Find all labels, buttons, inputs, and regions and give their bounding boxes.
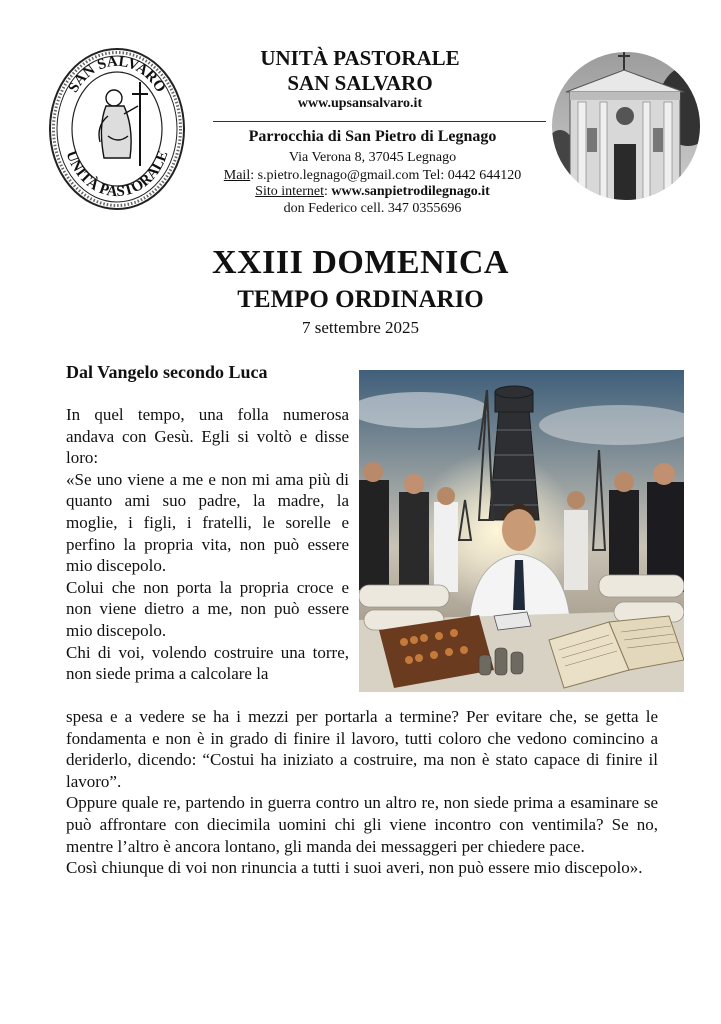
gospel-paragraph: Oppure quale re, partendo in guerra contro un altro re, non siede prima a esaminare se può affrontare con diecimila uomini chi gli viene incontro con ventimila? Se no, mentre l’altro è ancora lontano, gli manda dei messaggeri per chiedere pace.	[66, 793, 658, 856]
gospel-paragraph: «Se uno viene a me e non mi ama più di quanto ami suo padre, la madre, la moglie, i figli, i fratelli, le sorelle e perfino la propria vita, non può essere mio discepolo.	[66, 469, 349, 576]
gospel-paragraph: spesa e a vedere se ha i mezzi per portarla a termine? Per evitare che, se getta le fondamenta e non è in grado di finire il lavoro, tutti coloro che vedono comincino a deriderlo, dicendo: “Costui ha iniziato a costruire, ma non è stato capace di finire il lavoro”.	[66, 707, 658, 791]
date: 7 settembre 2025	[301, 318, 420, 337]
parish-name: Parrocchia di San Pietro di Legnago	[248, 128, 497, 145]
header-divider	[213, 121, 546, 122]
tower-builder-illustration	[359, 370, 684, 692]
gospel-heading: Dal Vangelo secondo Luca	[66, 362, 268, 382]
gospel-paragraph: Colui che non porta la propria croce e non viene dietro a me, non può essere mio discepolo.	[66, 577, 349, 640]
header-title-line1: UNITÀ PASTORALE	[260, 46, 460, 70]
mail-value: : s.pietro.legnago@gmail.com Tel: 0442 644120	[250, 168, 522, 183]
gospel-paragraph: In quel tempo, una folla numerosa andava con Gesù. Egli si voltò e disse loro:	[66, 405, 349, 468]
gospel-paragraph: Chi di voi, volendo costruire una torre, non siede prima a calcolare la	[66, 642, 349, 684]
gospel-text-column	[66, 404, 349, 685]
site-value: www.sanpietrodilegnago.it	[331, 184, 490, 199]
site-label: Sito internet	[255, 184, 324, 199]
main-title: XXIII DOMENICA	[212, 244, 509, 281]
seal-center-text: UNITÀ PASTORALE	[62, 148, 172, 201]
seal-ring-text: SAN SALVARO	[65, 53, 169, 96]
church-photo	[548, 46, 703, 200]
header-title-line2: SAN SALVARO	[287, 71, 433, 95]
header-website: www.upsansalvaro.it	[297, 96, 423, 111]
gospel-paragraph: Così chiunque di voi non rinuncia a tutti i suoi averi, non può essere mio discepolo».	[66, 858, 643, 878]
sub-title: TEMPO ORDINARIO	[237, 286, 484, 313]
parish-address: Via Verona 8, 37045 Legnago	[288, 150, 457, 165]
parish-seal-logo	[48, 46, 186, 212]
gospel-text-full	[66, 706, 658, 879]
priest-contact: don Federico cell. 347 0355696	[283, 201, 462, 216]
contact-site: Sito internet: www.sanpietrodilegnago.it	[255, 184, 490, 199]
mail-label: Mail	[223, 168, 251, 183]
